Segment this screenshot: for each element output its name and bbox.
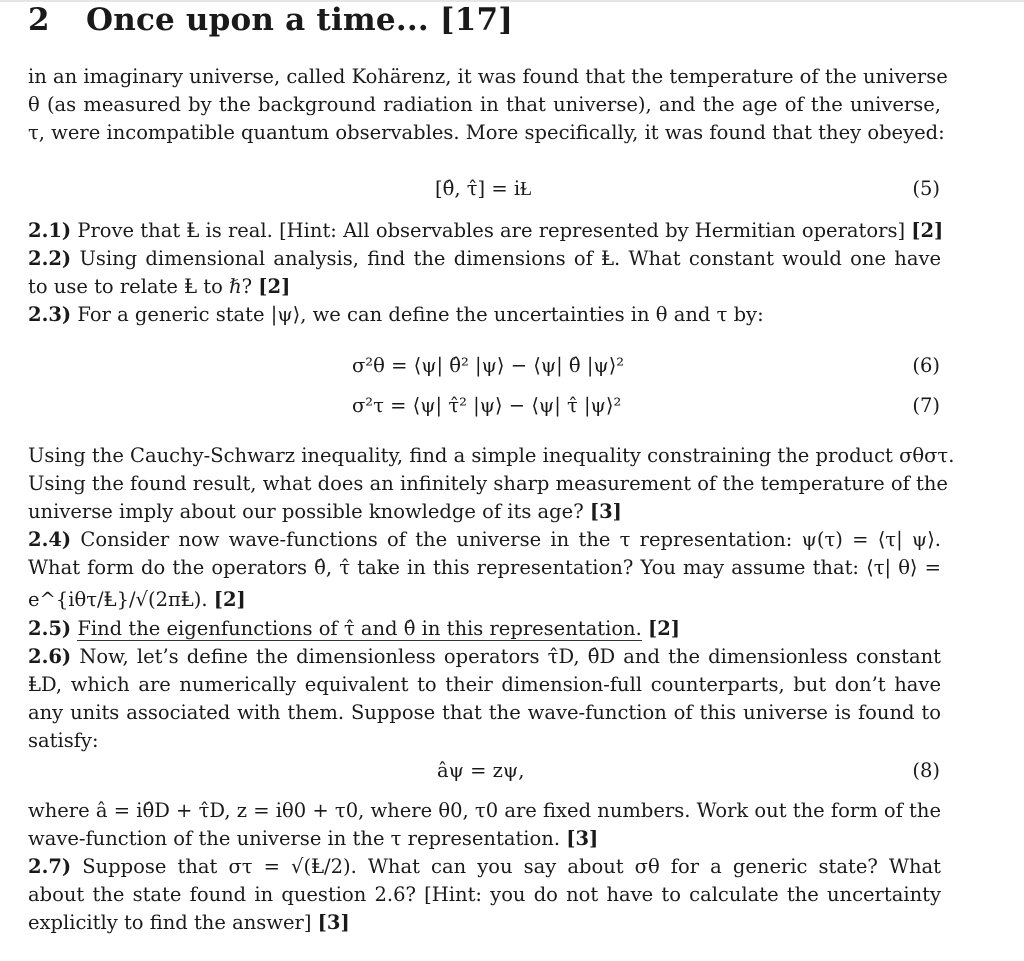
- question-2-6-line-3: any units associated with them. Suppose that the wave-function of this universe is found to: [28, 701, 941, 724]
- question-2-4-number: 2.4): [28, 528, 72, 551]
- question-2-5-marks: [2]: [648, 617, 681, 640]
- question-2-6-after-1: where â = iθ̂D + τ̂D, z = iθ0 + τ0, where θ0, τ0 are fixed numbers. Work out the form of the: [28, 799, 941, 822]
- question-2-1-number: 2.1): [28, 219, 72, 242]
- question-2-6-after-2-row: [28, 825, 941, 853]
- question-2-3-text: For a generic state |ψ⟩, we can define the uncertainties in θ and τ by:: [77, 303, 764, 326]
- question-2-3-marks: [3]: [589, 500, 622, 523]
- question-2-3-number: 2.3): [28, 303, 72, 326]
- question-2-1-marks: [2]: [911, 219, 944, 242]
- section-number: 2: [28, 2, 50, 38]
- section-title: Once upon a time... [17]: [86, 2, 514, 38]
- question-2-7-text-3: explicitly to find the answer]: [28, 911, 312, 934]
- question-2-4-line-1: [28, 526, 941, 554]
- equation-7-tag: (7): [912, 394, 940, 417]
- question-2-6-line-1: [28, 643, 941, 671]
- equation-6: [0, 352, 1024, 380]
- question-2-3-after-2: Using the found result, what does an infinitely sharp measurement of the temperature of the: [28, 472, 948, 495]
- question-2-1-text: Prove that Ⱡ is real. [Hint: All observables are represented by Hermitian operators]: [77, 219, 906, 242]
- question-2-4-text-3: e^{iθτ/Ⱡ}/√(2πⱠ).: [28, 588, 208, 611]
- equation-5: [0, 175, 1024, 203]
- question-2-3: [28, 301, 941, 329]
- equation-8: [0, 757, 1024, 785]
- intro-line-3: τ, were incompatible quantum observables. More specifically, it was found that they obeyed:: [28, 121, 945, 144]
- equation-7: [0, 392, 1024, 420]
- question-2-7-marks: [3]: [317, 911, 350, 934]
- question-2-7-line-1: [28, 853, 941, 881]
- question-2-4-line-2: What form do the operators θ̂, τ̂ take in this representation? You may assume that: ⟨τ| θ⟩ =: [28, 556, 941, 579]
- question-2-2-marks: [2]: [258, 275, 291, 298]
- question-2-7-line-2: about the state found in question 2.6? [Hint: you do not have to calculate the uncertainty: [28, 883, 941, 906]
- question-2-6-line-4: satisfy:: [28, 729, 99, 752]
- question-2-6-text-1: Now, let’s define the dimensionless operators τ̂D, θ̂D and the dimensionless constant: [79, 645, 942, 668]
- question-2-6-marks: [3]: [566, 827, 599, 850]
- equation-7-expr: σ²τ = ⟨ψ| τ̂² |ψ⟩ − ⟨ψ| τ̂ |ψ⟩²: [352, 394, 622, 417]
- question-2-6-after-2: wave-function of the universe in the τ representation.: [28, 827, 561, 850]
- question-2-2-line-2: [28, 273, 941, 301]
- question-2-4-marks: [2]: [213, 588, 246, 611]
- question-2-2-number: 2.2): [28, 247, 72, 270]
- question-2-4-text-1: Consider now wave-functions of the universe in the τ representation: ψ(τ) = ⟨τ| ψ⟩.: [80, 528, 942, 551]
- equation-8-expr: âψ = zψ,: [437, 759, 525, 782]
- question-2-1: [28, 217, 944, 245]
- equation-5-tag: (5): [912, 177, 940, 200]
- equation-5-expr: [θ̂, τ̂] = iⱢ: [435, 177, 533, 200]
- intro-line-1: in an imaginary universe, called Kohärenz, it was found that the temperature of the universe: [28, 65, 948, 88]
- question-2-7-text-1: Suppose that στ = √(Ⱡ/2). What can you say about σθ for a generic state? What: [82, 855, 941, 878]
- question-2-5-number: 2.5): [28, 617, 72, 640]
- question-2-2-text-1: Using dimensional analysis, find the dimensions of Ⱡ. What constant would one have: [79, 247, 941, 270]
- question-2-7-line-3-row: [28, 909, 941, 937]
- equation-6-expr: σ²θ = ⟨ψ| θ̂² |ψ⟩ − ⟨ψ| θ̂ |ψ⟩²: [352, 354, 625, 377]
- question-2-4-line-3: [28, 586, 941, 614]
- intro-line-2: θ (as measured by the background radiation in that universe), and the age of the universe,: [28, 93, 941, 116]
- question-2-3-after-3-row: [28, 498, 941, 526]
- question-2-5-text: Find the eigenfunctions of τ̂ and θ̂ in this representation.: [77, 617, 642, 640]
- question-2-3-after-1: Using the Cauchy-Schwarz inequality, find a simple inequality constraining the product σθστ.: [28, 444, 955, 467]
- question-2-7-number: 2.7): [28, 855, 72, 878]
- question-2-3-after-3: universe imply about our possible knowledge of its age?: [28, 500, 584, 523]
- question-2-5: [28, 615, 941, 643]
- question-2-6-number: 2.6): [28, 645, 72, 668]
- question-2-6-line-2: ⱠD, which are numerically equivalent to their dimension-full counterparts, but don’t have: [28, 673, 941, 696]
- equation-6-tag: (6): [912, 354, 940, 377]
- equation-8-tag: (8): [912, 759, 940, 782]
- question-2-2-line-1: [28, 245, 941, 273]
- question-2-2-text-2: to use to relate Ⱡ to ℏ?: [28, 275, 253, 298]
- section-heading: [28, 2, 513, 38]
